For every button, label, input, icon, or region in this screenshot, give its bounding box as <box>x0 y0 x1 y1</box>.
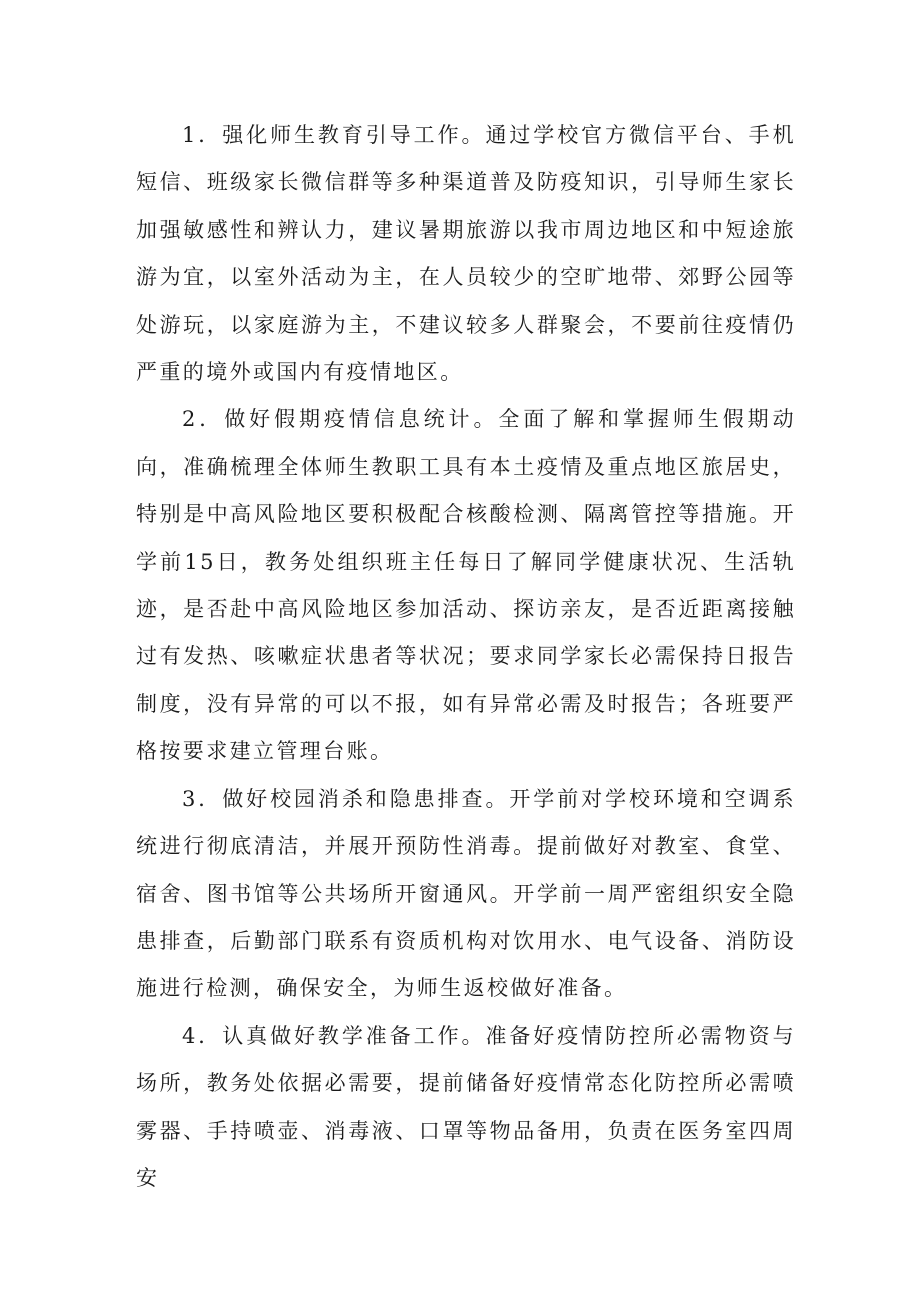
paragraph-2: 2．做好假期疫情信息统计。全面了解和掌握师生假期动向，准确梳理全体师生教职工具有本土疫情及重点地区旅居史，特别是中高风险地区要积极配合核酸检测、隔离管控等措施。开学前15日，教务处组织班主任每日了解同学健康状况、生活轨迹，是否赴中高风险地区参加活动、探访亲友，是否近距离接触过有发热、咳嗽症状患者等状况；要求同学家长必需保持日报告制度，没有异常的可以不报，如有异常必需及时报告；各班要严格按要求建立管理台账。 <box>136 407 796 764</box>
paragraph-4: 4．认真做好教学准备工作。准备好疫情防控所必需物资与场所，教务处依据必需要，提前储备好疫情常态化防控所必需喷雾器、手持喷壶、消毒液、口罩等物品备用，负责在医务室四周安 <box>136 1023 796 1190</box>
paragraph-1: 1．强化师生教育引导工作。通过学校官方微信平台、手机短信、班级家长微信群等多种渠道普及防疫知识，引导师生家长加强敏感性和辨认力，建议暑期旅游以我市周边地区和中短途旅游为宜，以室外活动为主，在人员较少的空旷地带、郊野公园等处游玩，以家庭游为主，不建议较多人群聚会，不要前往疫情仍严重的境外或国内有疫情地区。 <box>136 123 796 385</box>
document-body <box>136 112 796 1202</box>
paragraph-3: 3．做好校园消杀和隐患排查。开学前对学校环境和空调系统进行彻底清洁，并展开预防性消毒。提前做好对教室、食堂、宿舍、图书馆等公共场所开窗通风。开学前一周严密组织安全隐患排查，后勤部门联系有资质机构对饮用水、电气设备、消防设施进行检测，确保安全，为师生返校做好准备。 <box>136 786 796 1001</box>
